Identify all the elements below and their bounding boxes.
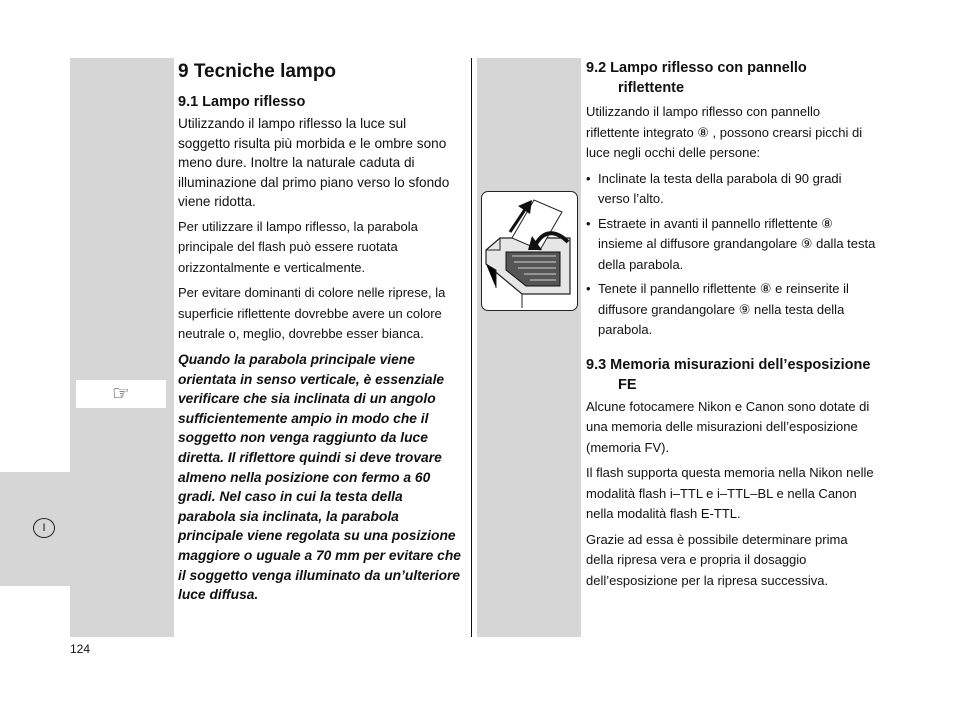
section-9-2-heading: 9.2 Lampo riflesso con pannello riflettente [586, 60, 807, 96]
section-9-3-paragraph-1: Alcune fotocamere Nikon e Canon sono dotate di una memoria delle misurazioni dell’esposizione (memoria FV). [586, 398, 870, 455]
section-9-2-steps [586, 169, 876, 341]
right-margin-bar [477, 58, 581, 637]
note-marker [76, 380, 166, 408]
right-column [586, 58, 876, 596]
pointing-hand-icon: ☞ [112, 383, 130, 405]
section-9-1-paragraph-2: Per utilizzare il lampo riflesso, la parabola principale del flash può essere ruotata orizzontalmente e verticalmente. [178, 218, 418, 275]
list-item: • Tenete il pannello riflettente ⑧ e reinserite il diffusore grandangolare ⑨ nella testa della parabola. [586, 279, 876, 341]
left-margin-bar [70, 58, 174, 637]
section-9-3-heading: 9.3 Memoria misurazioni dell’esposizione FE [586, 356, 871, 393]
section-9-1-paragraph-3: Per evitare dominanti di colore nelle riprese, la superficie riflettente dovrebbe avere un colore neutrale o, meglio, dovrebbe esser bianca. [178, 285, 446, 342]
section-9-3-paragraph-2: Il flash supporta questa memoria nella Nikon nelle modalità flash i–TTL e i–TTL–BL e nella Canon nella modalità flash E-TTL. [586, 465, 874, 521]
section-9-1-paragraph-1: Utilizzando il lampo riflesso la luce sul soggetto risulta più morbida e le ombre sono meno dure. Inoltre la naturale caduta di illuminazione dal primo piano verso lo sfondo viene ridotta. [178, 116, 450, 210]
page-number: 124 [70, 642, 91, 656]
section-9-1-heading: 9.1 Lampo riflesso [178, 94, 306, 110]
language-badge: I [33, 518, 55, 538]
flash-reflector-diagram-icon [481, 191, 578, 311]
note-text: Quando la parabola principale viene orientata in senso verticale, è essenziale verificare che sia inclinata di un angolo sufficientemente ampio in modo che il soggetto non venga raggiunto da luce diretta. Il riflettore quindi si deve trovare almeno nella posizione con fermo a 60 gradi. Nel caso in cui la testa della parabola sia inclinata, la parabola principale viene regolata su una posizione maggiore o uguale a 70 mm per evitare che il soggetto venga illuminato da un’ulteriore luce diffusa. [178, 351, 461, 603]
left-column [178, 58, 462, 610]
list-item: • Inclinate la testa della parabola di 90 gradi verso l’alto. [586, 169, 876, 210]
list-item: • Estraete in avanti il pannello riflettente ⑧ insieme al diffusore grandangolare ⑨ dalla testa della parabola. [586, 214, 876, 276]
column-divider [471, 58, 472, 637]
section-9-2-intro: Utilizzando il lampo riflesso con pannello riflettente integrato ⑧ , possono crearsi picchi di luce negli occhi delle persone: [586, 104, 863, 160]
section-9-3-paragraph-3: Grazie ad essa è possibile determinare prima della ripresa vera e propria il dosaggio dell’esposizione per la ripresa successiva. [586, 531, 848, 588]
chapter-title: 9 Tecniche lampo [178, 61, 337, 82]
